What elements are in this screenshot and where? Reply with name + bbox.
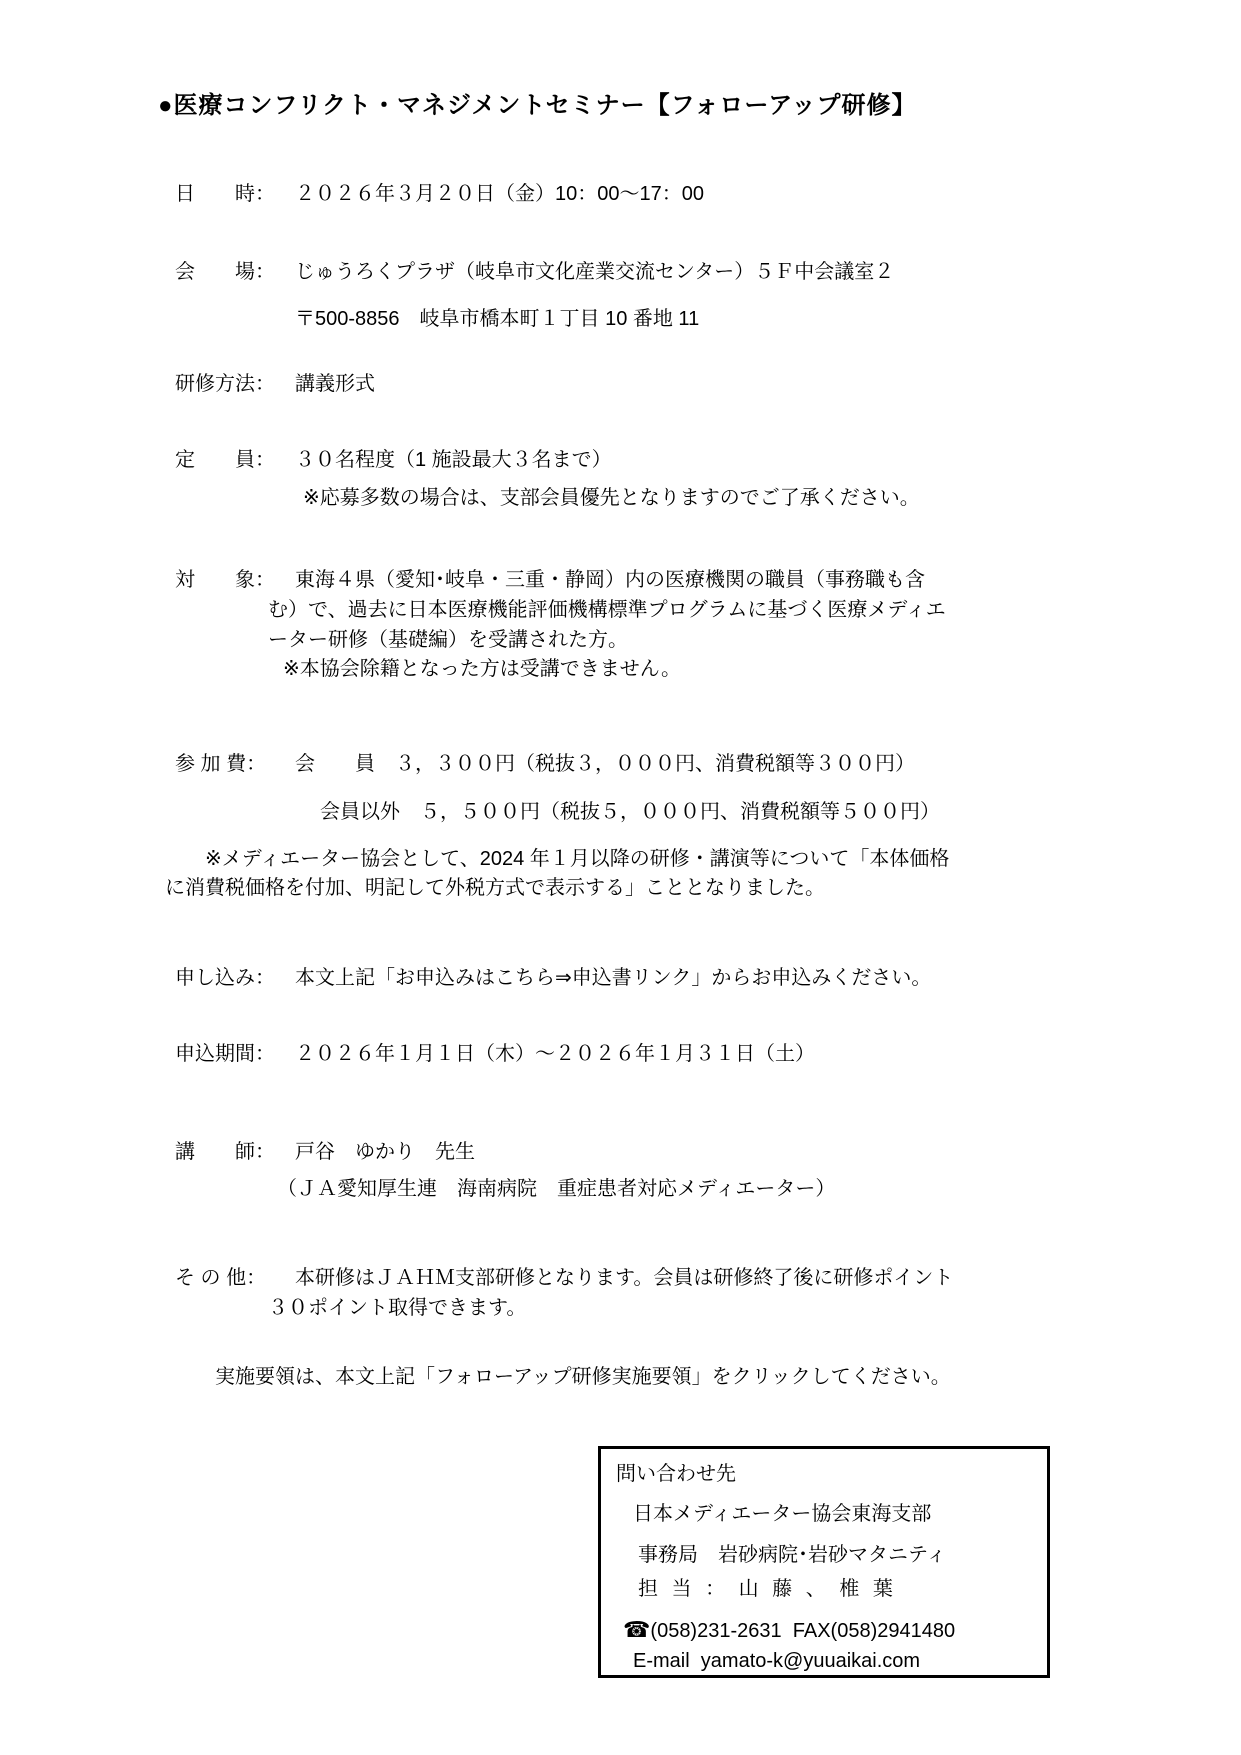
field-label-other: そ の 他： xyxy=(175,1267,267,1289)
contact-office: 事務局 岩砂病院･岩砂マタニティ xyxy=(638,1544,947,1566)
contact-phone-line xyxy=(623,1617,955,1643)
field-label-method: 研修方法： xyxy=(175,373,275,395)
contact-email-label: E-mail xyxy=(633,1650,690,1672)
field-label-period: 申込期間： xyxy=(175,1043,275,1065)
contact-box xyxy=(598,1446,1050,1678)
lecturer-affiliation: （ＪＡ愛知厚生連 海南病院 重症患者対応メディエーター） xyxy=(277,1178,836,1200)
target-line1: 東海４県（愛知･岐阜・三重・静岡）内の医療機関の職員（事務職も含 xyxy=(295,569,925,591)
fee-tax-note-line1: ※メディエーター協会として、2024 年１月以降の研修・講演等について「本体価格 xyxy=(205,848,950,870)
field-label-fee: 参 加 費： xyxy=(175,753,267,775)
field-value-method: 講義形式 xyxy=(295,373,375,395)
page-title: ●医療コンフリクト・マネジメントセミナー【フォローアップ研修】 xyxy=(158,92,917,119)
target-line2: む）で、過去に日本医療機能評価機構標準プログラムに基づく医療メディエ xyxy=(268,599,946,621)
fee-member: 会 員 ３，３００円（税抜３，０００円、消費税額等３００円） xyxy=(295,753,915,775)
fee-nonmember: 会員以外 ５，５００円（税抜５，０００円、消費税額等５００円） xyxy=(320,801,940,823)
guideline-note: 実施要領は、本文上記「フォローアップ研修実施要領」をクリックしてください。 xyxy=(215,1366,951,1388)
field-label-datetime: 日 時： xyxy=(175,183,275,205)
contact-organization: 日本メディエーター協会東海支部 xyxy=(633,1503,932,1525)
field-label-application: 申し込み： xyxy=(175,967,275,989)
field-label-capacity: 定 員： xyxy=(175,449,275,471)
contact-fax: FAX(058)2941480 xyxy=(792,1620,956,1642)
field-label-target: 対 象： xyxy=(175,569,275,591)
field-value-period: ２０２６年１月１日（木）～２０２６年１月３１日（土） xyxy=(295,1043,815,1065)
other-line1: 本研修はＪＡＨＭ支部研修となります。会員は研修終了後に研修ポイント xyxy=(295,1267,954,1289)
contact-email: yamato-k@yuuaikai.com xyxy=(700,1650,921,1672)
capacity-note: ※応募多数の場合は、支部会員優先となりますのでご了承ください。 xyxy=(303,487,920,509)
field-value-capacity: ３０名程度（1 施設最大３名まで） xyxy=(295,449,612,471)
fee-tax-note-line2: に消費税価格を付加、明記して外税方式で表示する」こととなりました。 xyxy=(165,877,825,899)
field-label-venue: 会 場： xyxy=(175,261,275,283)
contact-phone: (058)231-2631 xyxy=(650,1620,782,1642)
target-note: ※本協会除籍となった方は受講できません。 xyxy=(283,658,681,680)
contact-heading: 問い合わせ先 xyxy=(616,1463,736,1485)
lecturer-name: 戸谷 ゆかり 先生 xyxy=(295,1141,475,1163)
field-value-application: 本文上記「お申込みはこちら⇒申込書リンク」からお申込みください。 xyxy=(295,967,932,989)
target-line3: ーター研修（基礎編）を受講された方。 xyxy=(268,629,628,651)
field-value-datetime: ２０２６年３月２０日（金）10：00～17：00 xyxy=(295,183,704,205)
contact-staff: 担 当 ： 山 藤 、 椎 葉 xyxy=(638,1578,897,1600)
contact-email-line xyxy=(633,1649,920,1673)
venue-address: 〒500-8856 岐阜市橋本町１丁目 10 番地 11 xyxy=(295,308,700,330)
phone-icon: ☎ xyxy=(623,1617,651,1642)
field-value-venue: じゅうろくプラザ（岐阜市文化産業交流センター）５Ｆ中会議室２ xyxy=(295,261,895,283)
field-label-lecturer: 講 師： xyxy=(175,1141,275,1163)
other-line2: ３０ポイント取得できます。 xyxy=(268,1297,527,1319)
